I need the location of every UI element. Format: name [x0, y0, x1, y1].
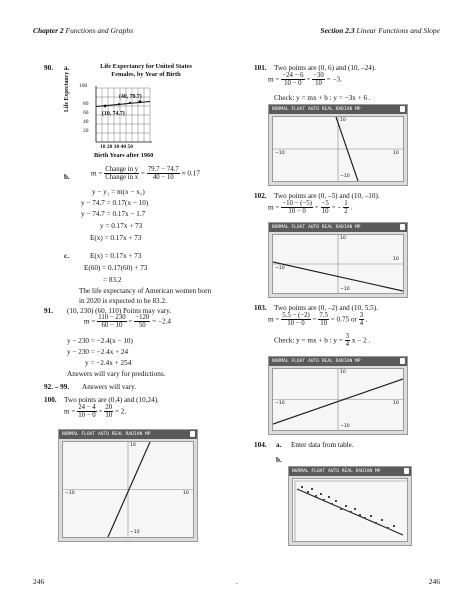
fraction-den: 10 − 0 — [287, 320, 305, 328]
p104-a-text: Enter data from table. — [291, 441, 354, 449]
fraction-num: −120 — [135, 314, 150, 321]
tick-top: 10 — [340, 118, 346, 123]
eq-line-3: y − 74.7 = 0.17x − 1.7 — [81, 210, 146, 218]
c-line-4: The life expectancy of American women born — [79, 287, 212, 295]
slope-equation-90 — [91, 166, 200, 181]
battery-icon — [400, 224, 405, 230]
equals: = — [140, 169, 145, 178]
slope-equation-91 — [84, 314, 171, 329]
slope-equation-100 — [64, 404, 126, 419]
c-line-1: E(x) = 0.17x + 73 — [90, 252, 142, 260]
c-line-2: E(60) = 0.17(60) + 73 — [84, 264, 148, 272]
problem-101-number: 101. — [254, 64, 267, 72]
fraction-1 — [281, 312, 311, 327]
fraction-den: 50 — [138, 322, 146, 330]
section-label: Section 2.3 — [320, 26, 355, 35]
slope-m: m = — [84, 317, 96, 326]
problem-103-number: 103. — [254, 304, 267, 312]
ytick-20: 20 — [83, 128, 89, 134]
tick-left: −10 — [275, 401, 285, 406]
fraction-num: 79.7 − 74.7 — [147, 166, 179, 173]
calc-status-bar — [269, 357, 407, 366]
chapter-title: Functions and Graphs — [65, 26, 134, 35]
fraction-den: 4 — [359, 320, 364, 328]
graph-area — [62, 441, 194, 538]
tick-bottom: −10 — [340, 174, 350, 179]
fraction-num: 7.5 — [319, 312, 328, 319]
p101-text: Two points are (0, 6) and (10, –24). — [274, 64, 377, 72]
problem-90-part-a: a. — [64, 64, 70, 72]
graph-area — [272, 234, 404, 294]
equals: = — [306, 75, 311, 84]
ytick-100: 100 — [79, 83, 88, 89]
fraction-num: 3 — [359, 312, 364, 319]
calc-mode-text: NORMAL FLOAT AUTO REAL RADIAN MP — [272, 225, 361, 230]
calc-status-bar — [269, 105, 407, 114]
fraction-2 — [104, 404, 113, 419]
fraction-num: Change in y — [105, 166, 139, 173]
slope-result: = 0.75 or — [330, 315, 357, 324]
period: . — [350, 203, 353, 212]
fraction-values — [147, 166, 180, 181]
fraction-num: −24 − 6 — [282, 72, 304, 79]
p104-part-b: b. — [276, 456, 282, 464]
calculator-screen-102 — [268, 222, 408, 298]
chart-title-line-2: Females, by Year of Birth — [111, 71, 181, 78]
equals: = — [314, 203, 319, 212]
graph-area — [292, 478, 408, 542]
fraction-2 — [321, 200, 330, 215]
p91-points: (10, 230) (60, 110) Points may vary. — [67, 307, 172, 315]
tick-left: −10 — [275, 266, 285, 271]
fraction-3 — [343, 200, 348, 215]
fraction-den: 10 — [320, 320, 328, 328]
chapter-label: Chapter 2 — [33, 26, 64, 35]
eq-line-4: y = 0.17x + 73 — [100, 222, 143, 230]
fraction-den: 10 — [105, 412, 113, 420]
fraction-num: −30 — [313, 72, 324, 79]
fraction-den: 10 − 0 — [78, 412, 96, 420]
problem-90-part-c: c. — [64, 252, 69, 260]
chart-title — [86, 63, 206, 79]
fraction-num: 24 − 4 — [78, 404, 96, 411]
calc-status-bar — [59, 430, 197, 439]
fraction-2 — [318, 312, 329, 327]
calculator-screen-101 — [268, 104, 408, 186]
calculator-screen-103 — [268, 356, 408, 435]
ytick-60: 60 — [83, 110, 89, 116]
calc-mode-text: NORMAL FLOAT AUTO REAL RADIAN MP — [292, 469, 381, 474]
tick-bottom: −10 — [130, 530, 140, 535]
tick-top: 10 — [340, 236, 346, 241]
header-left — [33, 26, 133, 35]
problem-102-number: 102. — [254, 192, 267, 200]
fraction-2 — [134, 314, 150, 329]
fraction-num: −5 — [321, 200, 329, 207]
equals: = — [128, 317, 133, 326]
eq-line-2: y − 74.7 = 0.17(x − 10) — [81, 199, 149, 207]
tick-bottom: −10 — [340, 287, 350, 292]
fraction-num: 5.5 − (−2) — [282, 312, 310, 319]
slope-m: m = — [91, 169, 103, 178]
calc-status-bar — [289, 467, 411, 476]
battery-icon — [400, 106, 405, 112]
fraction-num: 20 — [105, 404, 113, 411]
slope-result: = 2. — [114, 407, 127, 416]
eq-line-1: y − y₁ = m(x − x₁) — [92, 188, 145, 196]
calculator-screen-100 — [58, 429, 198, 542]
fraction-den: 10 − 0 — [284, 80, 302, 88]
equals: = — [98, 407, 103, 416]
slope-result: = −2.4 — [152, 317, 171, 326]
fraction-den: 60 − 10 — [101, 322, 123, 330]
fraction-num: 110 − 230 — [98, 314, 126, 321]
p103-check — [274, 333, 370, 348]
p91-line-1: y − 230 = −2.4(x − 10) — [67, 337, 133, 345]
fraction-den: 2 — [344, 208, 348, 216]
problem-104-number: 104. — [254, 441, 267, 449]
y-axis-label: Life Expectancy — [64, 71, 70, 112]
slope-m: m = — [268, 315, 280, 324]
x-axis-label: Birth Years after 1960 — [94, 152, 154, 159]
problem-91-number: 91. — [44, 307, 53, 315]
fraction-3 — [359, 312, 364, 327]
section-title: Linear Functions and Slope — [356, 26, 440, 35]
slope-m: m = — [64, 407, 76, 416]
page-footer-center: . — [236, 577, 238, 586]
xtick-labels: 10 20 30 40 50 — [100, 144, 133, 150]
tick-left: −10 — [65, 491, 75, 496]
fraction-den: Change in x — [105, 174, 139, 182]
period: . — [365, 315, 368, 324]
battery-icon — [190, 431, 195, 437]
fraction-den: 10 — [315, 80, 322, 88]
fraction-den: 40 − 10 — [152, 174, 174, 182]
calc-mode-text: NORMAL FLOAT AUTO REAL RADIAN MP — [272, 359, 361, 364]
slope-result: = −3. — [326, 75, 342, 84]
point-label-10: (10, 74.7) — [102, 111, 125, 117]
graph-area — [272, 368, 404, 431]
calc-mode-text: NORMAL FLOAT AUTO REAL RADIAN MP — [272, 107, 361, 112]
fraction-change — [104, 166, 139, 181]
tick-top: 10 — [130, 443, 136, 448]
check-fraction — [345, 333, 350, 348]
fraction-num: −10 − (−5) — [282, 200, 312, 207]
tick-top: 10 — [340, 370, 346, 375]
ytick-80: 80 — [83, 101, 89, 107]
equals-neg: = − — [331, 203, 342, 212]
p91-line-2: y − 230 = −2.4x + 24 — [67, 348, 129, 356]
ytick-40: 40 — [83, 119, 89, 125]
c-line-3: = 83.2 — [103, 276, 122, 284]
fraction-2 — [312, 72, 325, 87]
p101-check: Check: y = mx + b : y = −3x + 6 . — [274, 94, 371, 102]
page-number-right: 246 — [428, 577, 440, 586]
fraction-den: 10 − 0 — [288, 208, 306, 216]
graph-area — [272, 116, 404, 182]
problem-92-99-number: 92. – 99. — [44, 383, 70, 391]
p92-text: Answers will vary. — [82, 383, 137, 391]
tick-left: −10 — [275, 151, 285, 156]
calc-mode-text: NORMAL FLOAT AUTO REAL RADIAN MP — [62, 432, 151, 437]
p102-text: Two points are (0, –5) and (10, –10). — [274, 192, 380, 200]
equals: = — [312, 315, 317, 324]
calculator-screen-104 — [288, 466, 412, 546]
fraction-1 — [77, 404, 96, 419]
header-right — [320, 26, 440, 35]
slope-result: ≈ 0.17 — [181, 169, 200, 178]
tick-right: 10 — [393, 401, 399, 406]
battery-icon — [400, 358, 405, 364]
fraction-1 — [281, 72, 304, 87]
chart-title-line-1: Life Expectancy for United States — [100, 63, 192, 70]
battery-icon — [404, 468, 409, 474]
calc-status-bar — [269, 223, 407, 232]
page-number-left: 246 — [33, 577, 45, 586]
tick-bottom: −10 — [340, 424, 350, 429]
slope-equation-101 — [268, 72, 342, 87]
fraction-1 — [97, 314, 126, 329]
c-line-5: in 2020 is expected to be 83.2. — [79, 297, 167, 305]
p91-line-3: y = −2.4x + 254 — [85, 359, 132, 367]
fraction-1 — [281, 200, 313, 215]
fraction-den: 4 — [345, 341, 350, 349]
p103-text: Two points are (0, –2) and (10, 5.5). — [274, 304, 378, 312]
point-label-40: (40, 79.7) — [119, 94, 142, 100]
slope-equation-103 — [268, 312, 368, 327]
problem-90-number: 90. — [44, 64, 53, 72]
tick-right: 10 — [183, 491, 189, 496]
tick-right: 10 — [393, 151, 399, 156]
problem-100-number: 100. — [44, 396, 57, 404]
problem-90-part-b: b. — [64, 173, 70, 181]
p91-line-4: Answers will vary for predictions. — [67, 370, 166, 378]
p100-text: Two points are (0,4) and (10,24). — [64, 396, 159, 404]
slope-m: m = — [268, 203, 280, 212]
check-text: Check: y = mx + b : y = — [274, 336, 343, 345]
slope-equation-102 — [268, 200, 352, 215]
check-text-end: x − 2 . — [351, 336, 371, 345]
p104-part-a: a. — [276, 441, 282, 449]
slope-m: m = — [268, 75, 280, 84]
fraction-den: 10 — [321, 208, 329, 216]
fraction-num: 1 — [344, 200, 348, 207]
eq-line-5: E(x) = 0.17x + 73 — [90, 234, 142, 242]
fraction-num: 3 — [345, 333, 350, 340]
tick-right: 10 — [393, 257, 399, 262]
